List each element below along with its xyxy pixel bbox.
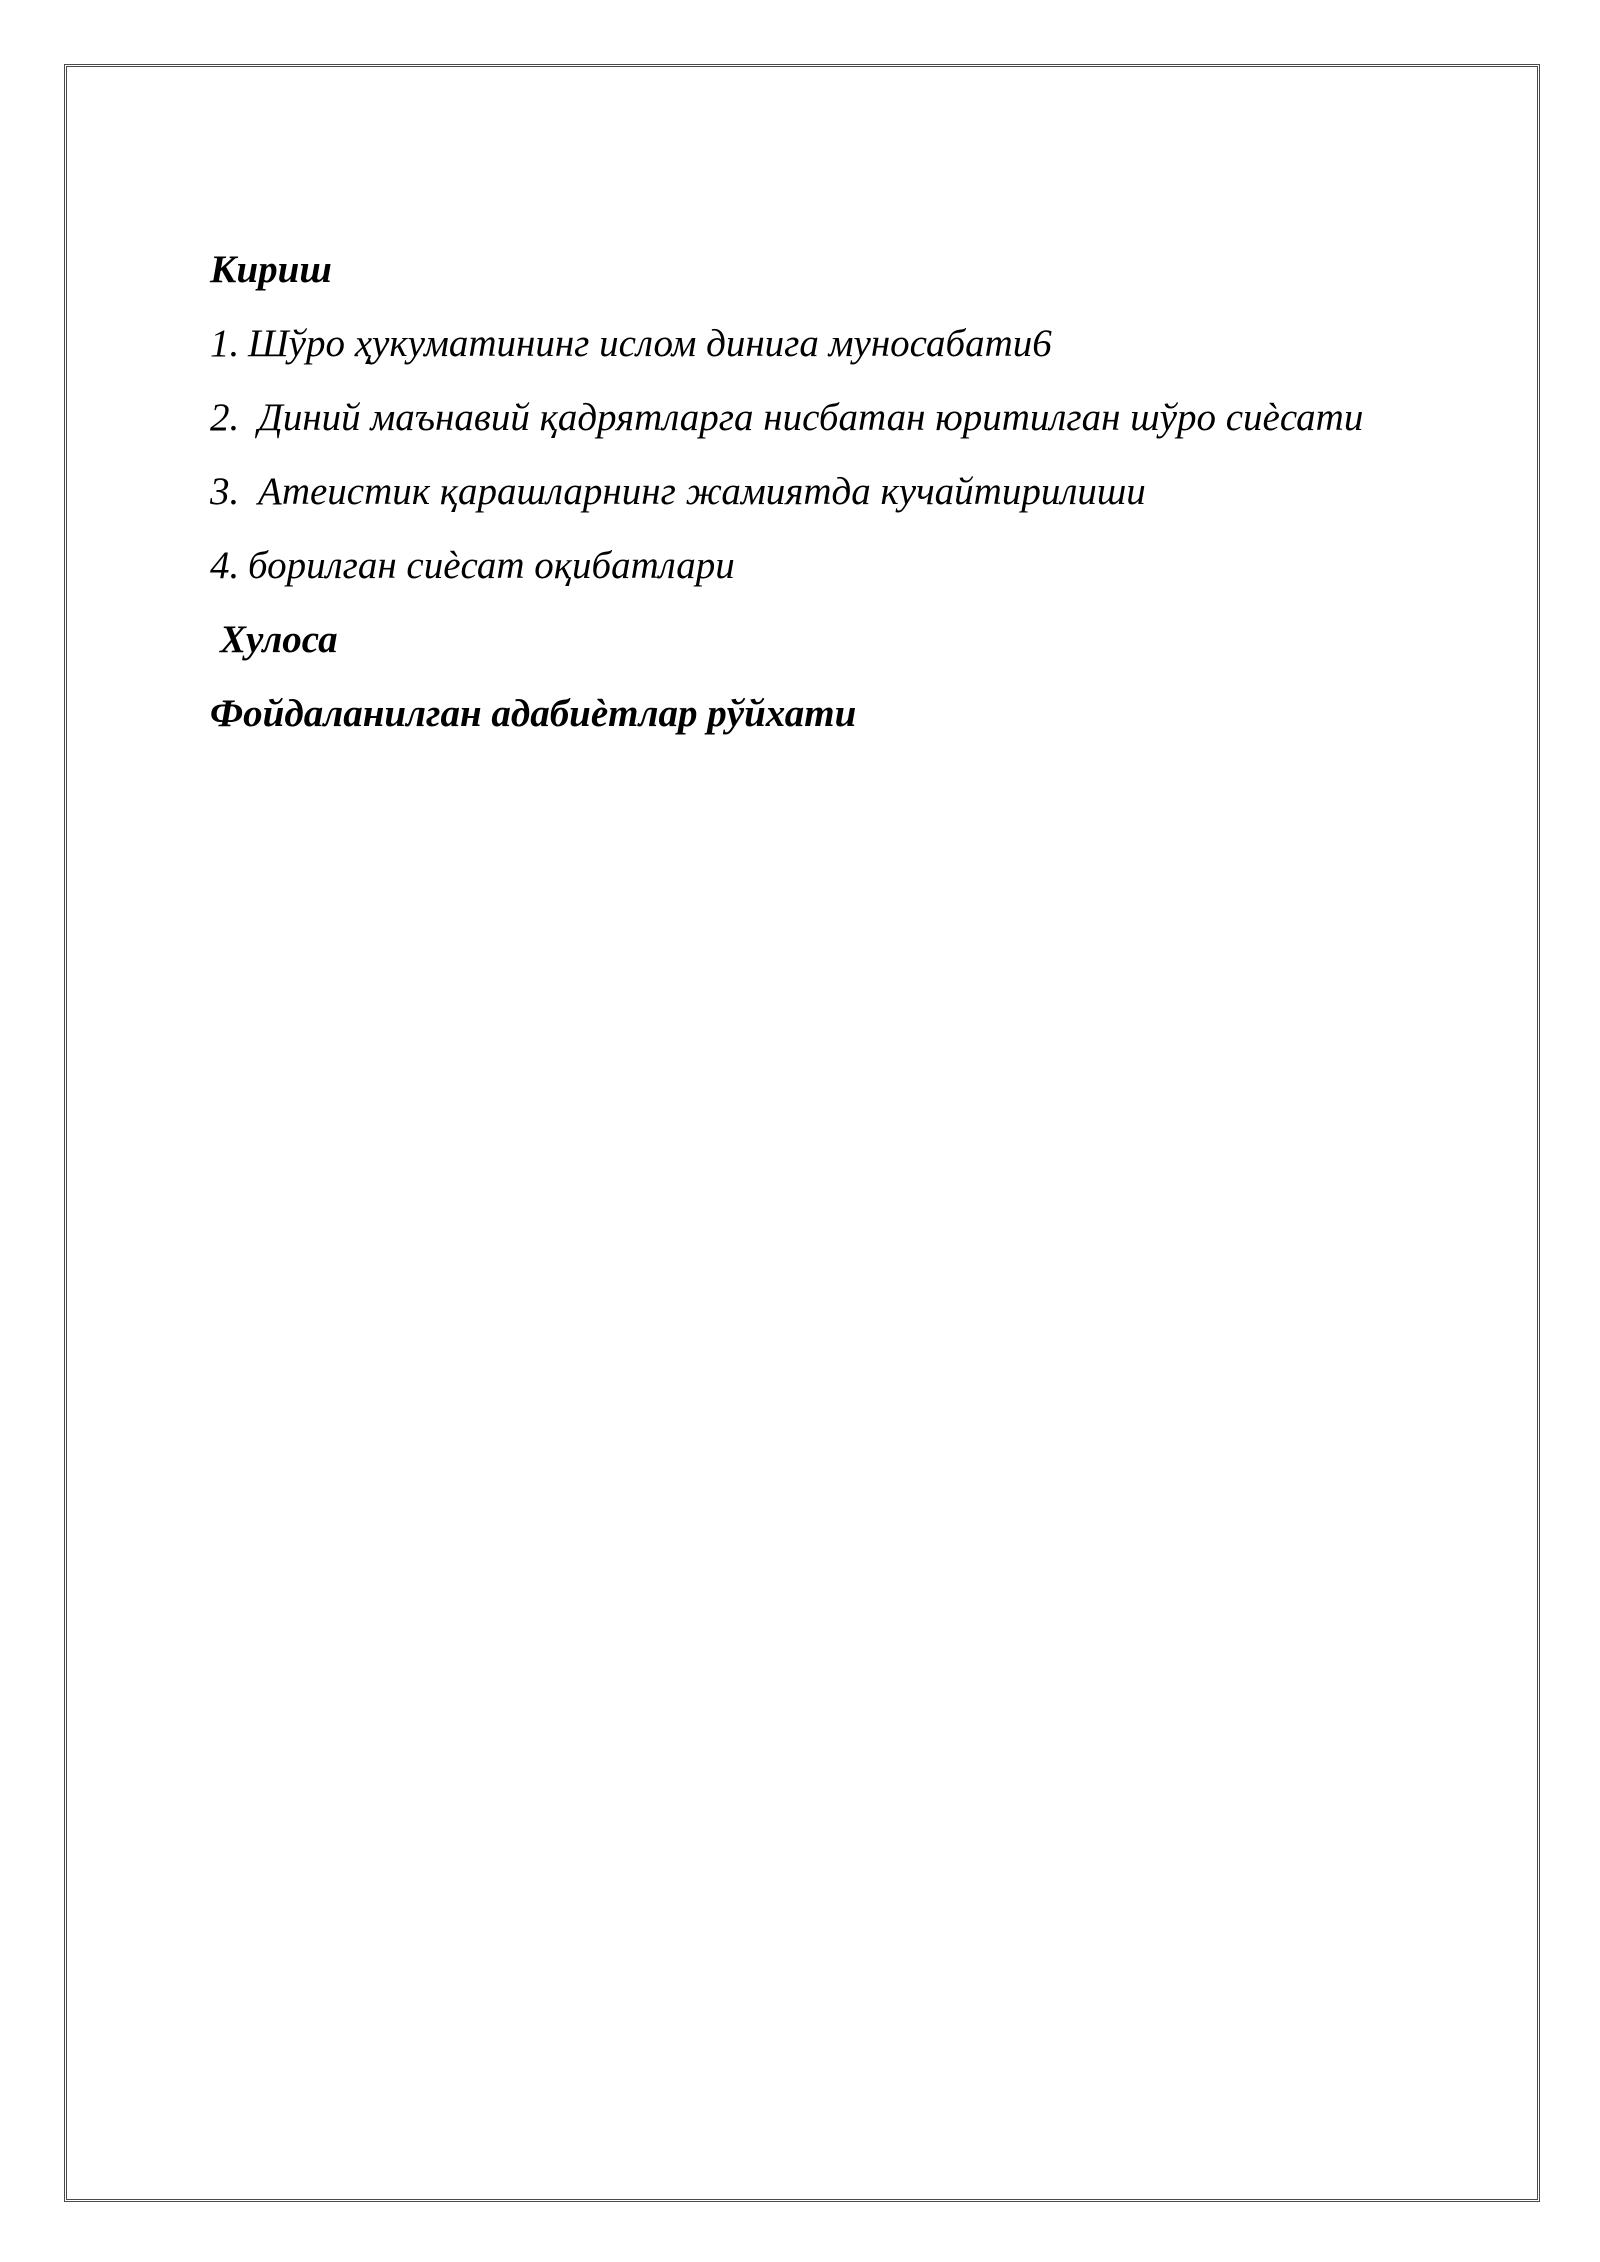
toc-item-1 [210, 322, 1510, 366]
toc-item-number: 2. [210, 396, 240, 439]
toc-item-number: 3. [210, 470, 240, 513]
toc-conclusion: Хулоса [220, 618, 338, 661]
toc-item-text: Атеистик қарашларнинг жамиятда кучайтирилиши [258, 470, 1146, 513]
toc-references: Фойдаланилган адабиѐтлар рўйхати [210, 692, 857, 735]
toc-item-text: Шўро ҳукуматининг ислом динига муносабати6 [248, 322, 1052, 365]
toc-item-number: 4. [210, 544, 240, 587]
toc-item-4 [210, 544, 1510, 588]
toc-intro: Кириш [210, 248, 332, 291]
toc-item-3 [210, 470, 1510, 514]
toc-item-text: Диний маънавий қадрятларга нисбатан юритилган шўро сиѐсати [258, 396, 1364, 439]
toc-item-2 [210, 396, 1510, 440]
table-of-contents [210, 248, 1510, 766]
toc-item-number: 1. [210, 322, 240, 365]
toc-item-text: борилган сиѐсат оқибатлари [248, 544, 735, 587]
